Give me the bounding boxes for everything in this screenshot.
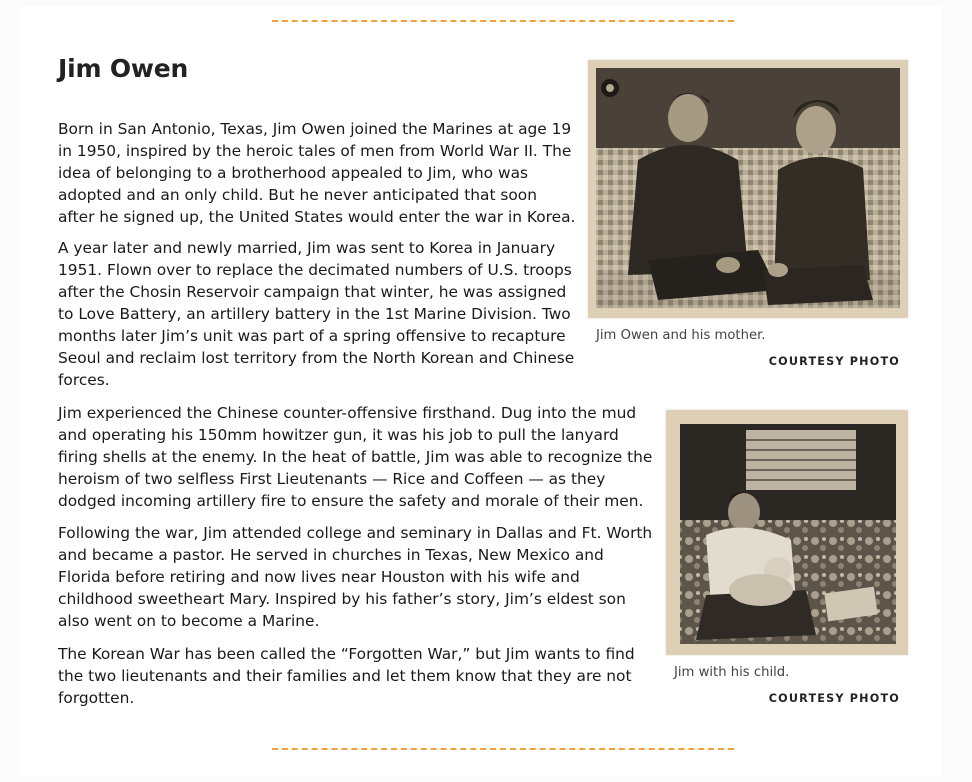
article-paragraph-2: A year later and newly married, Jim was sent to Korea in January 1951. Flown over to replace the decimated numbers of U.S. troops after the Chosin Reservoir campaign that winter, he was assigned to Love Battery, an artillery battery in the 1st Marine Division. Two months later Jim’s unit was part of a spring offensive to recapture Seoul and reclaim lost territory from the North Korean and Chinese forces. — [58, 239, 575, 389]
photo-jim-and-mother — [588, 60, 908, 318]
photo-1-caption: Jim Owen and his mother. — [596, 328, 766, 343]
article-title: Jim Owen — [58, 54, 189, 83]
article-paragraph-1: Born in San Antonio, Texas, Jim Owen joined the Marines at age 19 in 1950, inspired by the heroic tales of men from World War II. The idea of belonging to a brotherhood appealed to Jim, who was adopted and an only child. But he never anticipated that soon after he signed up, the United States would enter the war in Korea. — [58, 120, 576, 226]
photo-jim-and-mother-image — [588, 60, 908, 318]
photo-jim-with-child — [666, 410, 908, 655]
bottom-dashed-divider — [272, 748, 734, 750]
top-dashed-divider — [272, 20, 734, 22]
photo-1-credit: COURTESY PHOTO — [768, 355, 900, 368]
article-page — [20, 6, 942, 776]
photo-2-credit: COURTESY PHOTO — [768, 692, 900, 705]
photo-2-caption: Jim with his child. — [674, 665, 790, 680]
article-paragraph-5: The Korean War has been called the “Forgotten War,” but Jim wants to find the two lieutenants and their families and let them know that they are not forgotten. — [58, 645, 635, 707]
article-paragraph-4: Following the war, Jim attended college and seminary in Dallas and Ft. Worth and became a pastor. He served in churches in Texas, New Mexico and Florida before retiring and now lives near Houston with his wife and childhood sweetheart Mary. Inspired by his father’s story, Jim’s eldest son also went on to become a Marine. — [58, 524, 653, 630]
article-paragraph-3: Jim experienced the Chinese counter-offensive firsthand. Dug into the mud and operating his 150mm howitzer gun, it was his job to pull the lanyard firing shells at the enemy. In the heat of battle, Jim was able to recognize the heroism of two selfless First Lieutenants — Rice and Coffeen — as they dodged incoming artillery fire to ensure the safety and morale of their men. — [58, 404, 653, 510]
photo-jim-with-child-image — [666, 410, 908, 655]
